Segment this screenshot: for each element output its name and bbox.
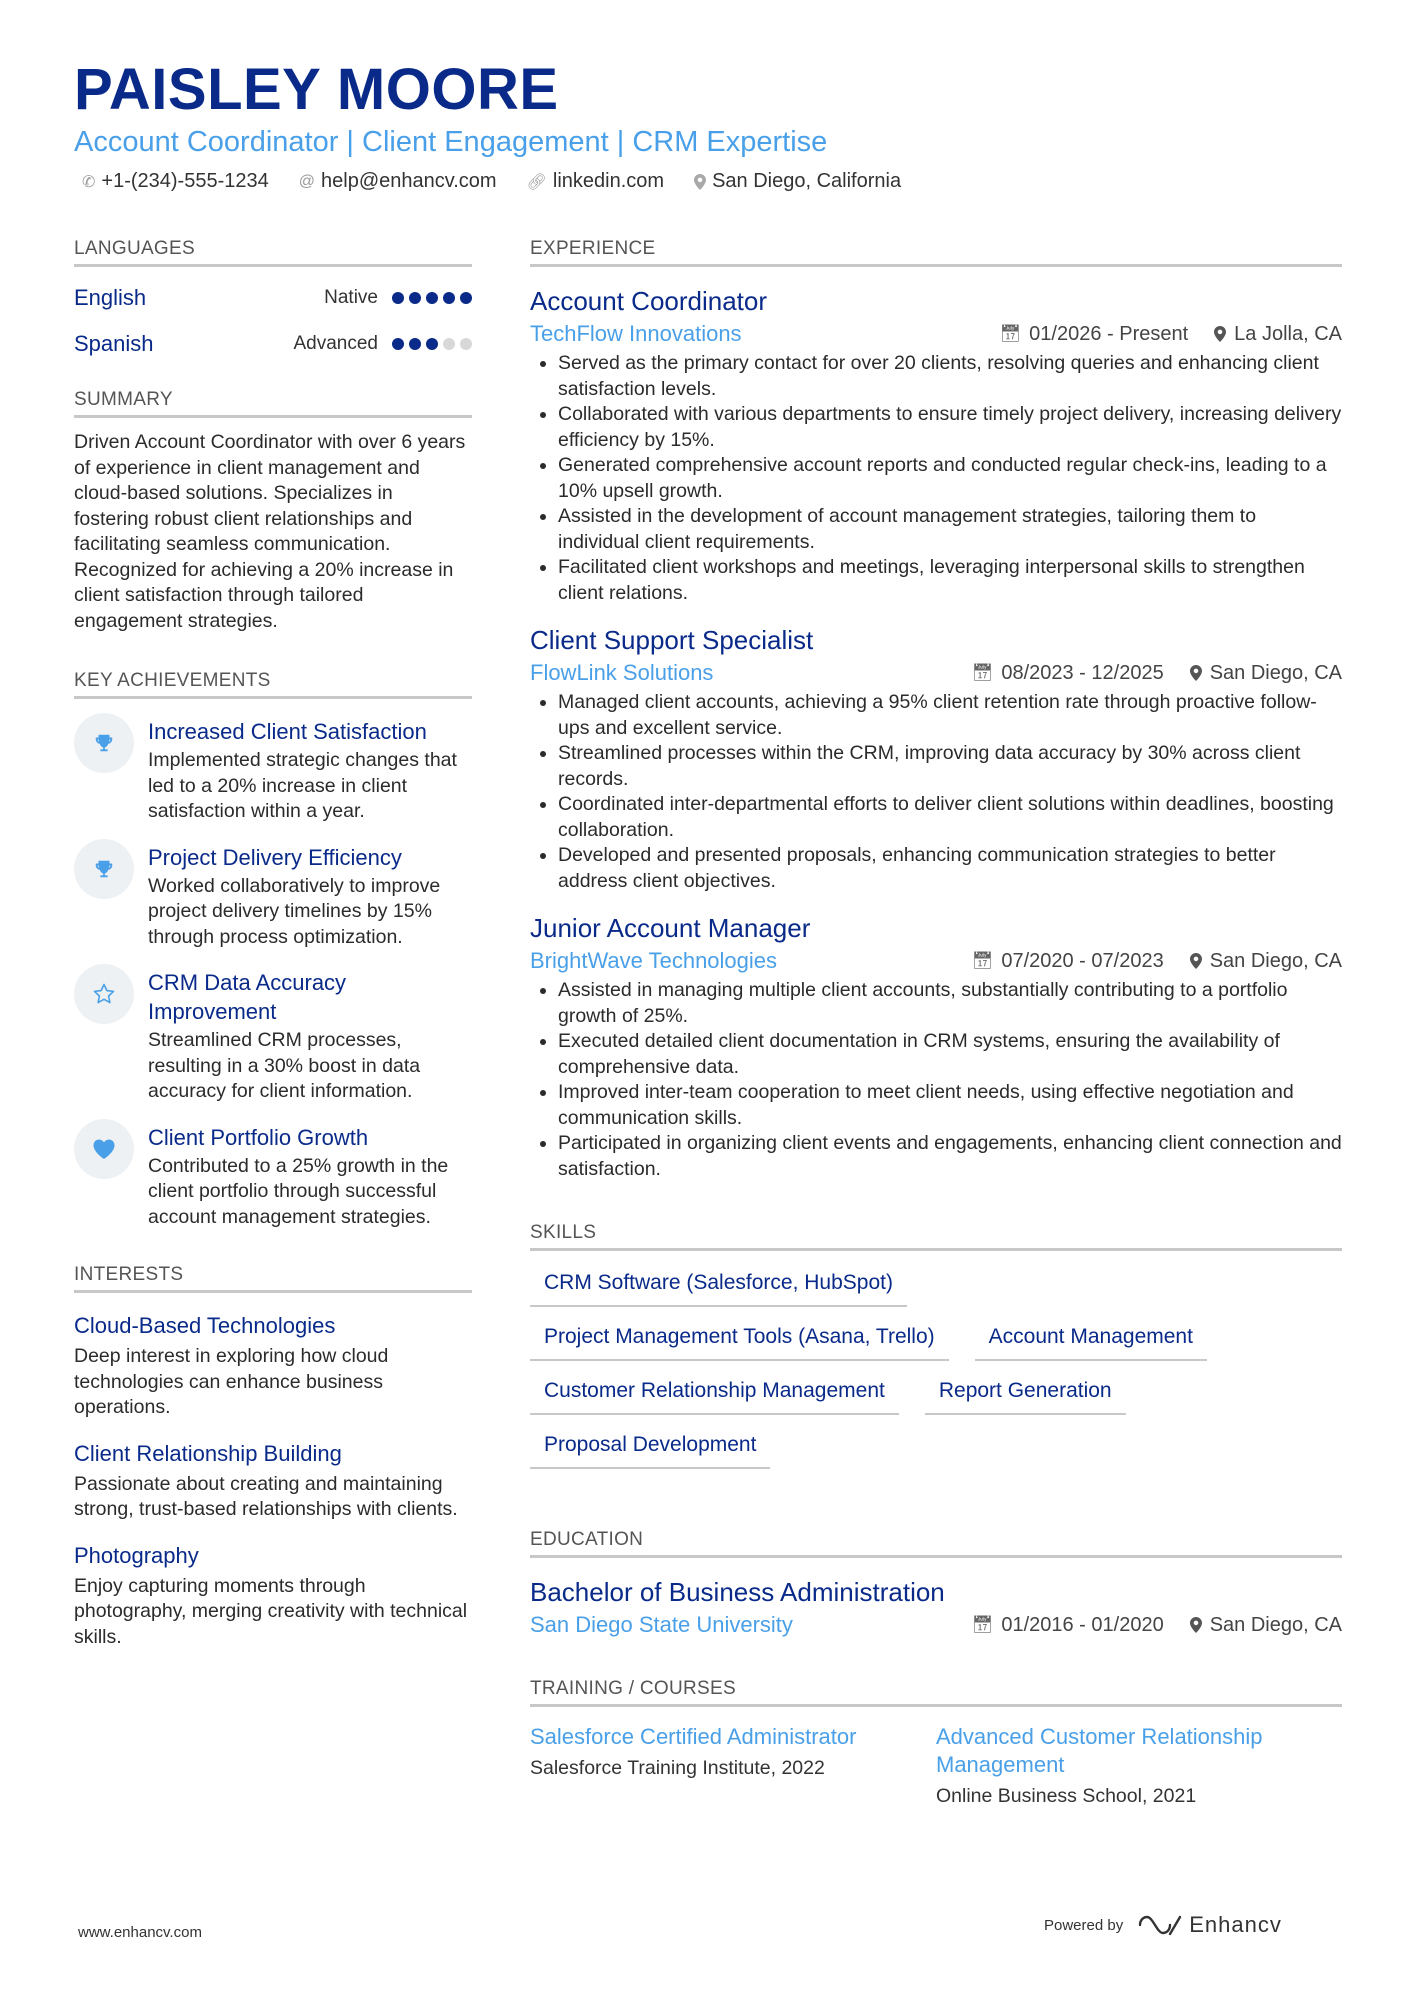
school-name: San Diego State University — [530, 1612, 793, 1637]
job-meta — [530, 658, 1342, 688]
rating-dot-filled — [443, 292, 455, 304]
achievement-body — [148, 1123, 472, 1231]
contact-row — [82, 170, 1342, 193]
job-meta — [530, 946, 1342, 976]
experience-item — [530, 624, 1342, 894]
interests-heading: INTERESTS — [74, 1264, 472, 1293]
course-org: Salesforce Training Institute, 2022 — [530, 1757, 825, 1779]
skill-tag: Account Management — [975, 1319, 1207, 1361]
achievement-item — [74, 717, 472, 825]
experience-item — [530, 285, 1342, 606]
contact-email[interactable] — [299, 170, 497, 193]
course-item — [936, 1723, 1342, 1808]
rating-dot-filled — [460, 292, 472, 304]
job-bullet: • Improved inter-team cooperation to meet client needs, using effective negotiation and communication skills. — [558, 1080, 1342, 1131]
skill-tag: Report Generation — [925, 1373, 1126, 1415]
achievement-body — [148, 968, 472, 1105]
location-pin-icon — [694, 174, 706, 190]
brand-text: Enhancv — [1189, 1912, 1282, 1937]
skill-tag: CRM Software (Salesforce, HubSpot) — [530, 1265, 907, 1307]
skill-tag: Project Management Tools (Asana, Trello) — [530, 1319, 949, 1361]
course-item — [530, 1723, 936, 1808]
interest-title: Photography — [74, 1542, 199, 1568]
location-pin-icon — [1190, 953, 1202, 969]
language-rating — [392, 338, 472, 350]
interest-desc: Deep interest in exploring how cloud technologies can enhance business operations. — [74, 1345, 389, 1418]
interest-item — [74, 1541, 472, 1651]
phone-icon: ✆ — [82, 173, 96, 191]
achievement-body — [148, 843, 472, 951]
right-column — [530, 238, 1342, 1808]
calendar-icon: 📅︎ — [971, 663, 994, 682]
achievement-title: Project Delivery Efficiency — [148, 844, 402, 870]
resume-body — [74, 238, 1342, 1808]
job-bullet: • Developed and presented proposals, enhancing communication strategies to better address client objectives. — [558, 843, 1342, 894]
rating-dot-filled — [409, 338, 421, 350]
achievement-item — [74, 1123, 472, 1231]
rating-dot-empty — [443, 338, 455, 350]
skill-tag: Customer Relationship Management — [530, 1373, 899, 1415]
job-bullets — [530, 351, 1342, 606]
achievement-title: Client Portfolio Growth — [148, 1124, 369, 1150]
job-bullets — [530, 978, 1342, 1182]
achievement-desc: Worked collaboratively to improve project delivery timelines by 15% through process optimization. — [148, 874, 441, 948]
rating-dot-filled — [392, 338, 404, 350]
candidate-name: PAISLEY MOORE — [74, 57, 559, 122]
achievement-body — [148, 717, 472, 825]
job-bullet: • Coordinated inter-departmental efforts to deliver client solutions within deadlines, boosting collaboration. — [558, 792, 1342, 843]
languages-list — [74, 283, 472, 359]
job-bullet: • Executed detailed client documentation in CRM systems, ensuring the availability of comprehensive data. — [558, 1029, 1342, 1080]
resume-header — [74, 58, 1342, 193]
achievement-title: CRM Data Accuracy Improvement — [148, 970, 347, 1024]
skills-heading: SKILLS — [530, 1222, 1342, 1251]
location-pin-icon — [1190, 665, 1202, 681]
job-dates — [972, 662, 1164, 685]
course-org: Online Business School, 2021 — [936, 1785, 1197, 1807]
job-title: Junior Account Manager — [530, 913, 811, 943]
job-company: TechFlow Innovations — [530, 321, 742, 346]
education-heading: EDUCATION — [530, 1529, 1342, 1558]
link-icon: 🔗︎ — [526, 173, 547, 191]
languages-heading: LANGUAGES — [74, 238, 472, 267]
rating-dot-filled — [392, 292, 404, 304]
interests-list — [74, 1311, 472, 1650]
degree-title: Bachelor of Business Administration — [530, 1577, 945, 1607]
rating-dot-filled — [426, 338, 438, 350]
achievement-desc: Implemented strategic changes that led to a 20% increase in client satisfaction within a year. — [148, 749, 457, 822]
job-meta — [530, 319, 1342, 349]
job-dates — [972, 950, 1164, 973]
language-level: Native — [324, 287, 378, 308]
interest-title: Client Relationship Building — [74, 1440, 342, 1466]
interest-desc: Enjoy capturing moments through photography, merging creativity with technical skills. — [74, 1574, 468, 1648]
education-location-text: San Diego, CA — [1209, 1613, 1342, 1636]
job-company: FlowLink Solutions — [530, 660, 714, 685]
education-meta — [530, 1610, 1342, 1640]
education-dates-text: 01/2016 - 01/2020 — [1001, 1613, 1164, 1636]
job-bullet: • Generated comprehensive account reports and conducted regular check-ins, leading to a 10% upsell growth. — [558, 453, 1342, 504]
education-dates — [972, 1614, 1164, 1637]
language-name: Spanish — [74, 331, 154, 356]
job-title: Account Coordinator — [530, 286, 768, 316]
job-company: BrightWave Technologies — [530, 948, 778, 973]
job-location-text: La Jolla, CA — [1234, 322, 1342, 345]
course-title: Salesforce Certified Administrator — [530, 1724, 857, 1749]
job-dates — [1000, 323, 1189, 346]
summary-heading: SUMMARY — [74, 389, 472, 418]
trophy-icon — [74, 839, 134, 899]
language-item — [74, 329, 472, 359]
course-title: Advanced Customer Relationship Management — [936, 1724, 1263, 1777]
job-bullet: • Assisted in managing multiple client accounts, substantially contributing to a portfolio growth of 25%. — [558, 978, 1342, 1029]
heart-icon — [74, 1119, 134, 1179]
location-pin-icon — [1190, 1617, 1202, 1633]
rating-dot-filled — [409, 292, 421, 304]
job-location — [1214, 323, 1342, 346]
at-icon: @ — [298, 172, 315, 190]
skill-tag: Proposal Development — [530, 1427, 770, 1469]
job-bullet: • Managed client accounts, achieving a 95% client retention rate through proactive follow-ups and excellent service. — [558, 690, 1342, 741]
job-bullet: • Participated in organizing client events and engagements, enhancing client connection and satisfaction. — [558, 1131, 1342, 1182]
job-bullet: • Collaborated with various departments to ensure timely project delivery, increasing delivery efficiency by 15%. — [558, 402, 1342, 453]
job-bullet: • Assisted in the development of account management strategies, tailoring them to individual client requirements. — [558, 504, 1342, 555]
rating-dot-empty — [460, 338, 472, 350]
job-dates-text: 07/2020 - 07/2023 — [1001, 949, 1164, 972]
education-item — [530, 1576, 1342, 1640]
location-text: San Diego, California — [712, 170, 902, 192]
summary-text: Driven Account Coordinator with over 6 years of experience in client management and cloud-based solutions. Specializes in fostering robust client relationships and facilitating seamless communication. Recognized for achieving a 20% increase in client satisfaction through tailored engagement strategies. — [74, 431, 466, 632]
interest-desc: Passionate about creating and maintaining strong, trust-based relationships with clients. — [74, 1472, 458, 1520]
enhancv-logo-icon — [1137, 1914, 1183, 1936]
courses-list — [530, 1723, 1342, 1808]
language-item — [74, 283, 472, 313]
language-level: Advanced — [293, 333, 378, 354]
rating-dot-filled — [426, 292, 438, 304]
achievement-item — [74, 843, 472, 951]
achievement-title: Increased Client Satisfaction — [148, 719, 427, 744]
job-title: Client Support Specialist — [530, 625, 814, 655]
calendar-icon: 📅︎ — [971, 1615, 994, 1634]
linkedin-text[interactable]: linkedin.com — [552, 170, 665, 192]
trophy-icon — [74, 713, 134, 773]
left-column — [74, 238, 472, 1808]
job-location — [1190, 950, 1342, 973]
footer-website[interactable]: www.enhancv.com — [78, 1924, 202, 1941]
contact-location — [694, 170, 901, 193]
job-location — [1190, 662, 1342, 685]
language-rating — [392, 292, 472, 304]
calendar-icon: 📅︎ — [999, 324, 1022, 343]
location-pin-icon — [1214, 326, 1226, 342]
education-location — [1190, 1614, 1342, 1637]
interest-title: Cloud-Based Technologies — [74, 1313, 336, 1338]
job-bullets — [530, 690, 1342, 894]
job-bullet: • Served as the primary contact for over 20 clients, resolving queries and enhancing client satisfaction levels. — [558, 351, 1342, 402]
achievement-desc: Streamlined CRM processes, resulting in a 30% boost in data accuracy for client information. — [148, 1029, 421, 1102]
interest-item — [74, 1439, 472, 1523]
skills-list — [530, 1265, 1330, 1469]
contact-phone — [82, 170, 269, 193]
job-dates-text: 08/2023 - 12/2025 — [1001, 661, 1164, 684]
phone-text: +1-(234)-555-1234 — [101, 170, 269, 192]
experience-item — [530, 912, 1342, 1182]
calendar-icon: 📅︎ — [971, 951, 994, 970]
contact-linkedin[interactable] — [527, 170, 664, 193]
powered-by-text: Powered by — [1044, 1916, 1124, 1934]
training-heading: TRAINING / COURSES — [530, 1678, 1342, 1707]
achievement-desc: Contributed to a 25% growth in the client portfolio through successful account management strategies. — [148, 1154, 449, 1228]
headline: Account Coordinator | Client Engagement | CRM Expertise — [74, 126, 828, 158]
language-name: English — [74, 285, 147, 310]
job-location-text: San Diego, CA — [1209, 661, 1342, 684]
footer-branding — [1044, 1912, 1282, 1938]
interest-item — [74, 1311, 472, 1421]
achievements-list — [74, 717, 472, 1230]
job-bullet: • Facilitated client workshops and meetings, leveraging interpersonal skills to strengthen client relations. — [558, 555, 1342, 606]
job-location-text: San Diego, CA — [1209, 949, 1342, 972]
achievement-item — [74, 968, 472, 1105]
email-text[interactable]: help@enhancv.com — [321, 170, 497, 192]
star-icon — [74, 964, 134, 1024]
job-bullet: • Streamlined processes within the CRM, improving data accuracy by 30% across client records. — [558, 741, 1342, 792]
achievements-heading: KEY ACHIEVEMENTS — [74, 670, 472, 699]
enhancv-logo[interactable] — [1137, 1912, 1282, 1938]
experience-heading: EXPERIENCE — [530, 238, 1342, 267]
job-dates-text: 01/2026 - Present — [1029, 322, 1189, 345]
